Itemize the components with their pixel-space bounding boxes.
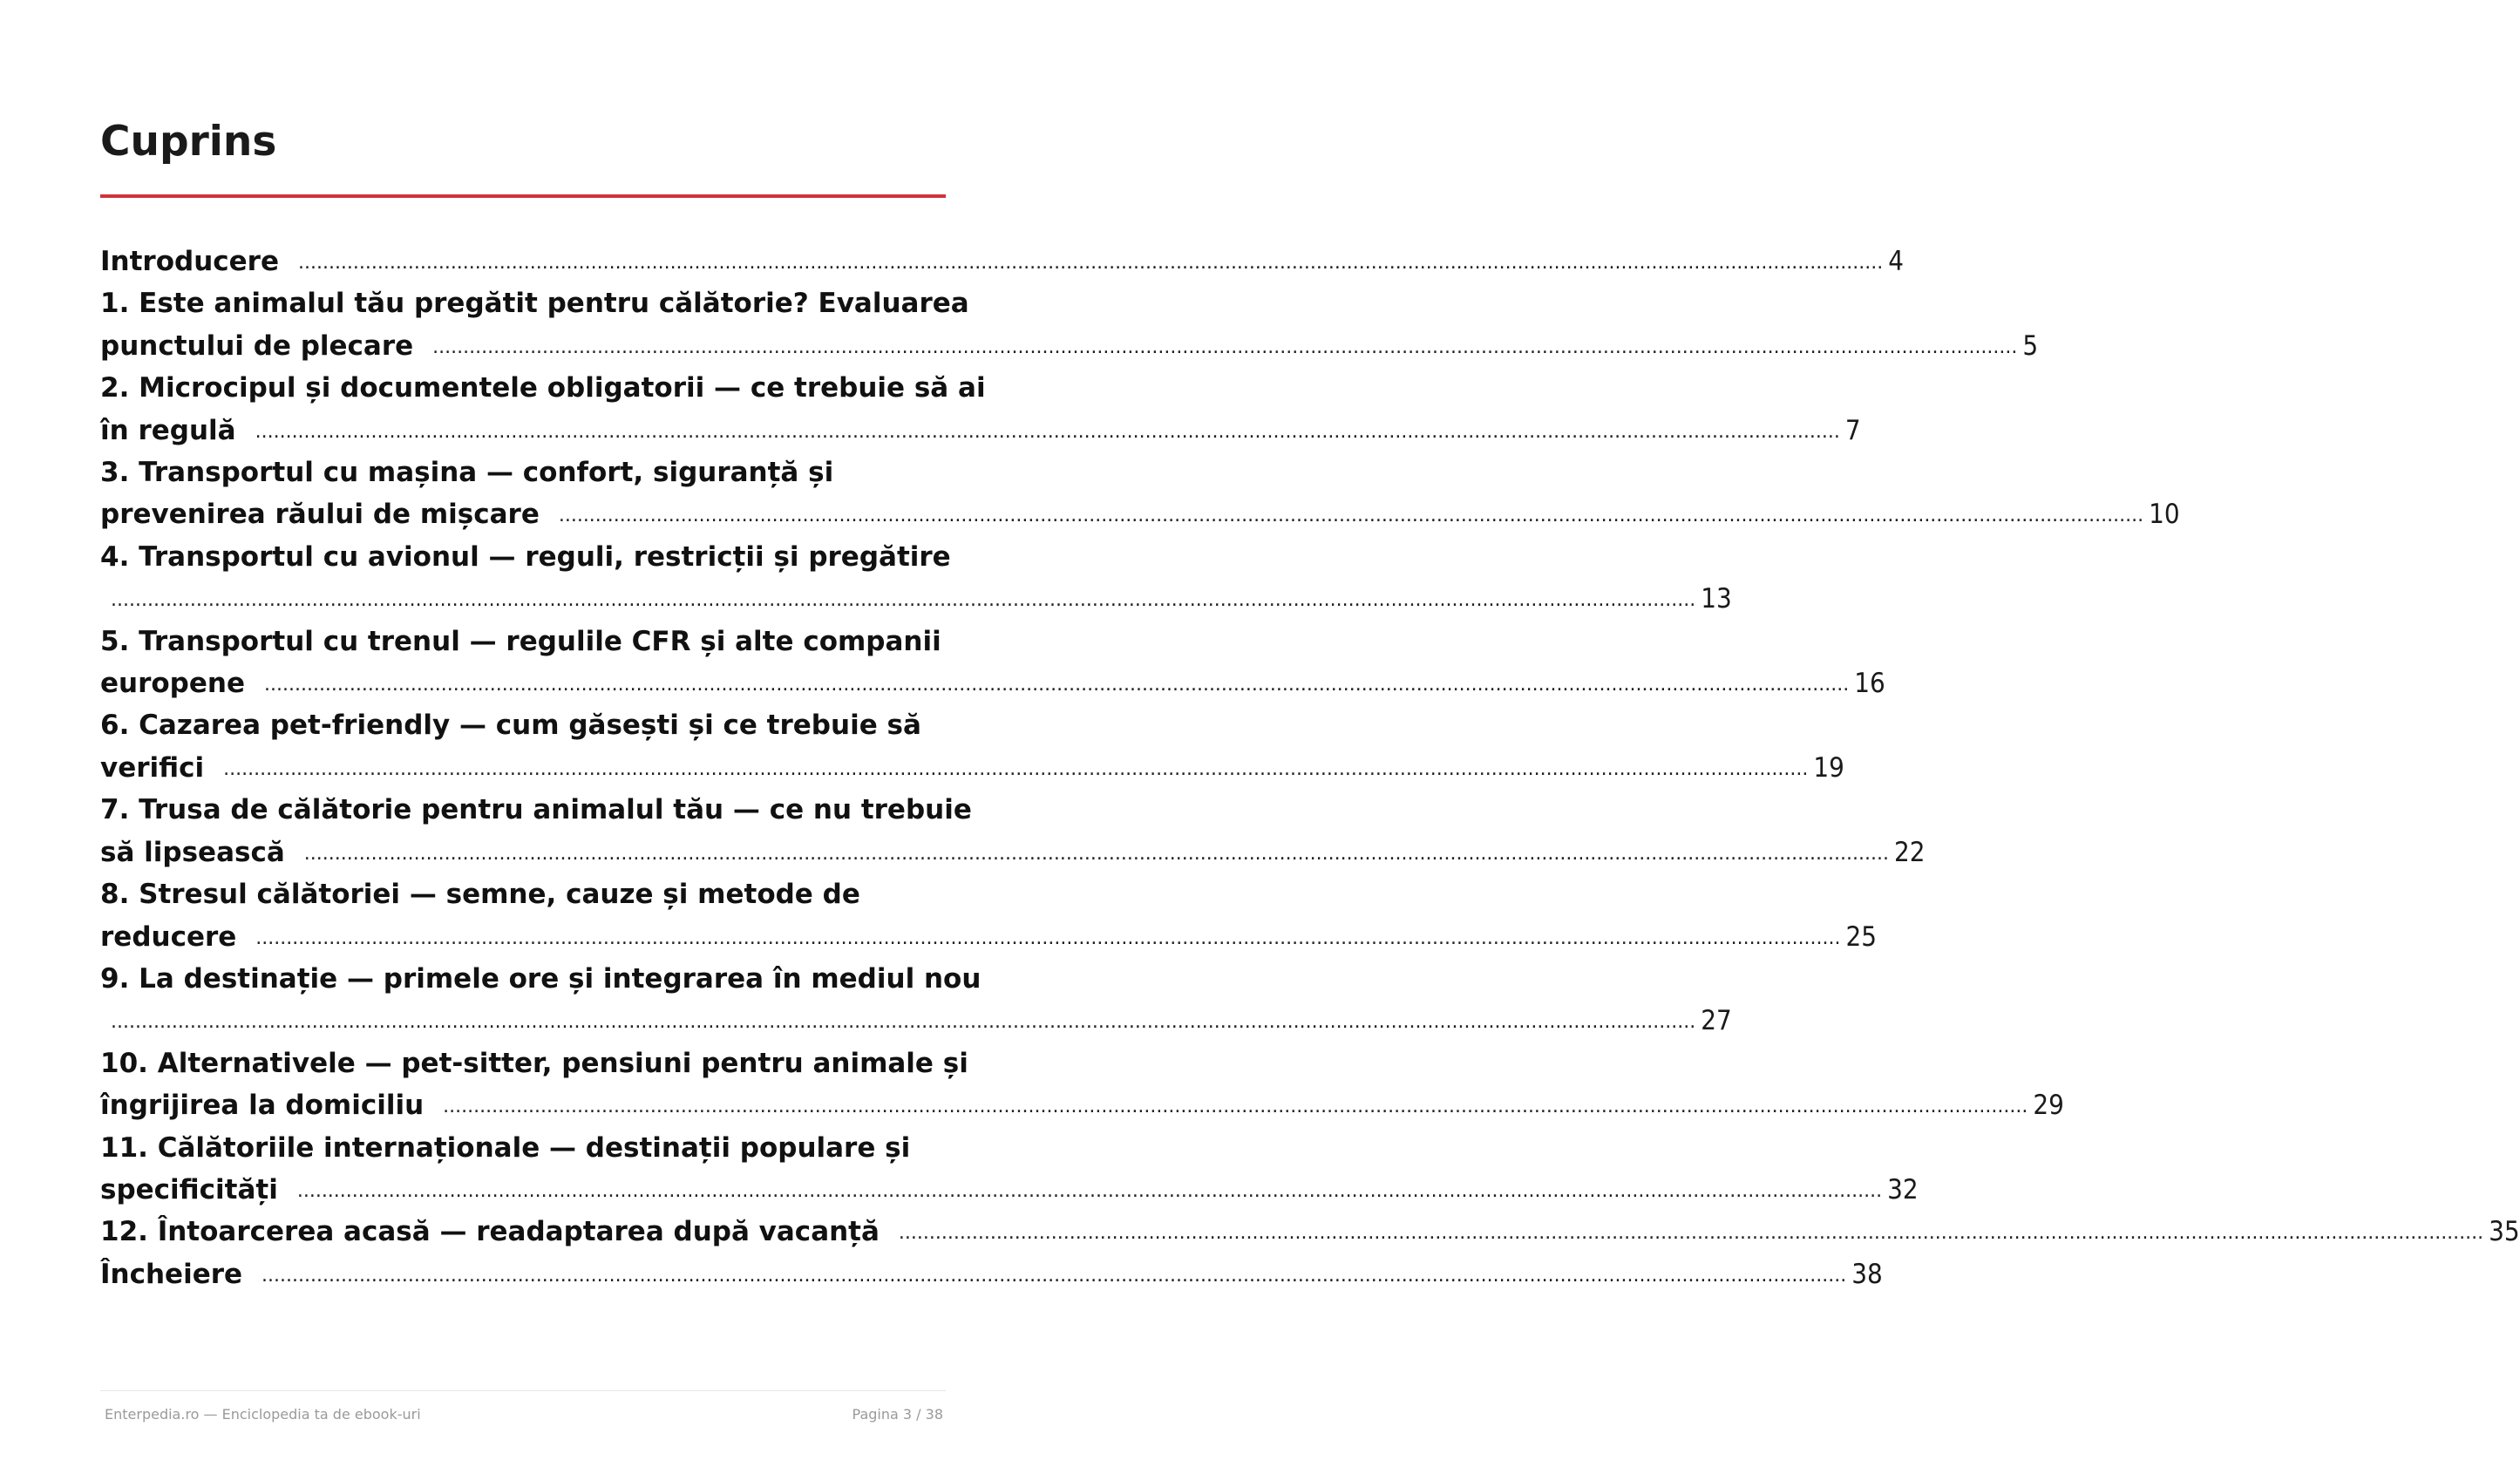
toc-entry-title-line: 7. Trusa de călătorie pentru animalul tău — ce nu trebuie [100,794,972,826]
toc-page-number: 16 [1854,668,1885,700]
footer-site-name: Enterpedia.ro — Enciclopedia ta de ebook-uri [105,1406,421,1423]
toc-page-number: 4 [1888,246,1904,277]
toc-dot-leader: .................................................................................................................................................................................................................................................................... [432,336,2018,358]
toc-page-number: 32 [1887,1173,1919,1206]
toc-entry-title-line: reducere [100,920,237,953]
toc-entry-title-line: verifici [100,751,205,784]
toc-entry[interactable] [100,367,1861,452]
toc-dot-leader: .................................................................................................................................................................................................................................................................... [558,505,2144,527]
footer-divider [100,1390,946,1391]
toc-dot-leader: .................................................................................................................................................................................................................................................................... [223,757,1809,780]
toc-dot-leader: .................................................................................................................................................................................................................................................................... [297,252,1884,274]
toc-page-number: 22 [1893,836,1926,868]
toc-entry[interactable] [100,452,2180,536]
toc-entry-title-line: prevenirea răului de mișcare [100,499,540,531]
toc-dot-leader: .................................................................................................................................................................................................................................................................... [255,420,1840,443]
toc-page-number: 25 [1845,920,1878,953]
toc-dot-leader: .................................................................................................................................................................................................................................................................... [255,927,1841,949]
toc-page-number: 13 [1701,583,1732,615]
toc-entry-title-line: 3. Transportul cu mașina — confort, siguranță și [100,457,834,489]
toc-dot-leader: .................................................................................................................................................................................................................................................................... [111,589,1696,612]
toc-entry-title-line: 11. Călătoriile internaționale — destinații populare și [100,1131,911,1164]
page-title: Cuprins [100,118,277,166]
table-of-contents [100,241,2520,1295]
toc-dot-leader: .................................................................................................................................................................................................................................................................... [443,1096,2028,1118]
toc-dot-leader: .................................................................................................................................................................................................................................................................... [898,1222,2484,1245]
title-underline [100,194,946,198]
toc-entry[interactable] [100,1253,1883,1295]
toc-entry-title-line: 5. Transportul cu trenul — regulile CFR și alte companii [100,625,941,657]
toc-page-number: 35 [2489,1216,2520,1248]
toc-entry-title-line: 10. Alternativele — pet-sitter, pensiuni pentru animale și [100,1047,968,1079]
toc-dot-leader: .................................................................................................................................................................................................................................................................... [262,1264,1847,1287]
toc-entry[interactable] [100,1043,2064,1127]
toc-dot-leader: .................................................................................................................................................................................................................................................................... [264,674,1850,696]
toc-page-number: 38 [1851,1258,1883,1290]
toc-entry[interactable] [100,704,1844,789]
toc-page-number: 5 [2022,329,2039,362]
toc-entry-title-line: 2. Microcipul și documentele obligatorii — ce trebuie să ai [100,372,986,404]
toc-entry[interactable] [100,1211,2520,1253]
toc-dot-leader: .................................................................................................................................................................................................................................................................... [303,842,1889,865]
toc-dot-leader: .................................................................................................................................................................................................................................................................... [111,1011,1696,1034]
toc-entry-title-line: 9. La destinație — primele ore și integrarea în mediul nou [100,962,982,995]
toc-page-number: 7 [1844,414,1861,446]
toc-entry-title-line: punctului de plecare [100,329,414,362]
toc-entry[interactable] [100,1127,1919,1212]
toc-entry[interactable] [100,789,1926,873]
toc-entry-title-line: 8. Stresul călătoriei — semne, cauze și metode de [100,879,860,911]
toc-page-number: 19 [1813,751,1844,784]
toc-entry-title-line: specificități [100,1173,278,1206]
toc-entry-title-line: îngrijirea la domiciliu [100,1090,425,1122]
toc-entry[interactable] [100,241,1904,282]
toc-entry[interactable] [100,621,1885,705]
toc-entry-title-line: în regulă [100,414,236,446]
toc-entry-title-line: Introducere [100,246,279,277]
toc-entry[interactable] [100,282,2039,367]
toc-entry-title-line: 4. Transportul cu avionul — reguli, restricții și pregătire [100,540,951,573]
toc-entry-title-line: 12. Întoarcerea acasă — readaptarea după vacanță [100,1216,880,1248]
toc-page-number: 10 [2149,499,2180,531]
toc-page-number: 27 [1701,1005,1732,1037]
toc-entry-title-line: 6. Cazarea pet-friendly — cum găsești și ce trebuie să [100,710,921,742]
toc-entry-title-line: Încheiere [100,1258,243,1290]
toc-entry-title-line: 1. Este animalul tău pregătit pentru călătorie? Evaluarea [100,288,969,320]
toc-entry-title-line: europene [100,668,245,700]
toc-entry-title-line: să lipsească [100,836,285,868]
toc-entry[interactable] [100,958,1732,1043]
toc-dot-leader: .................................................................................................................................................................................................................................................................... [296,1179,1883,1202]
toc-page-number: 29 [2033,1090,2064,1122]
toc-entry[interactable] [100,873,1878,958]
footer-page-number: Pagina 3 / 38 [852,1406,943,1423]
toc-entry[interactable] [100,536,1732,621]
